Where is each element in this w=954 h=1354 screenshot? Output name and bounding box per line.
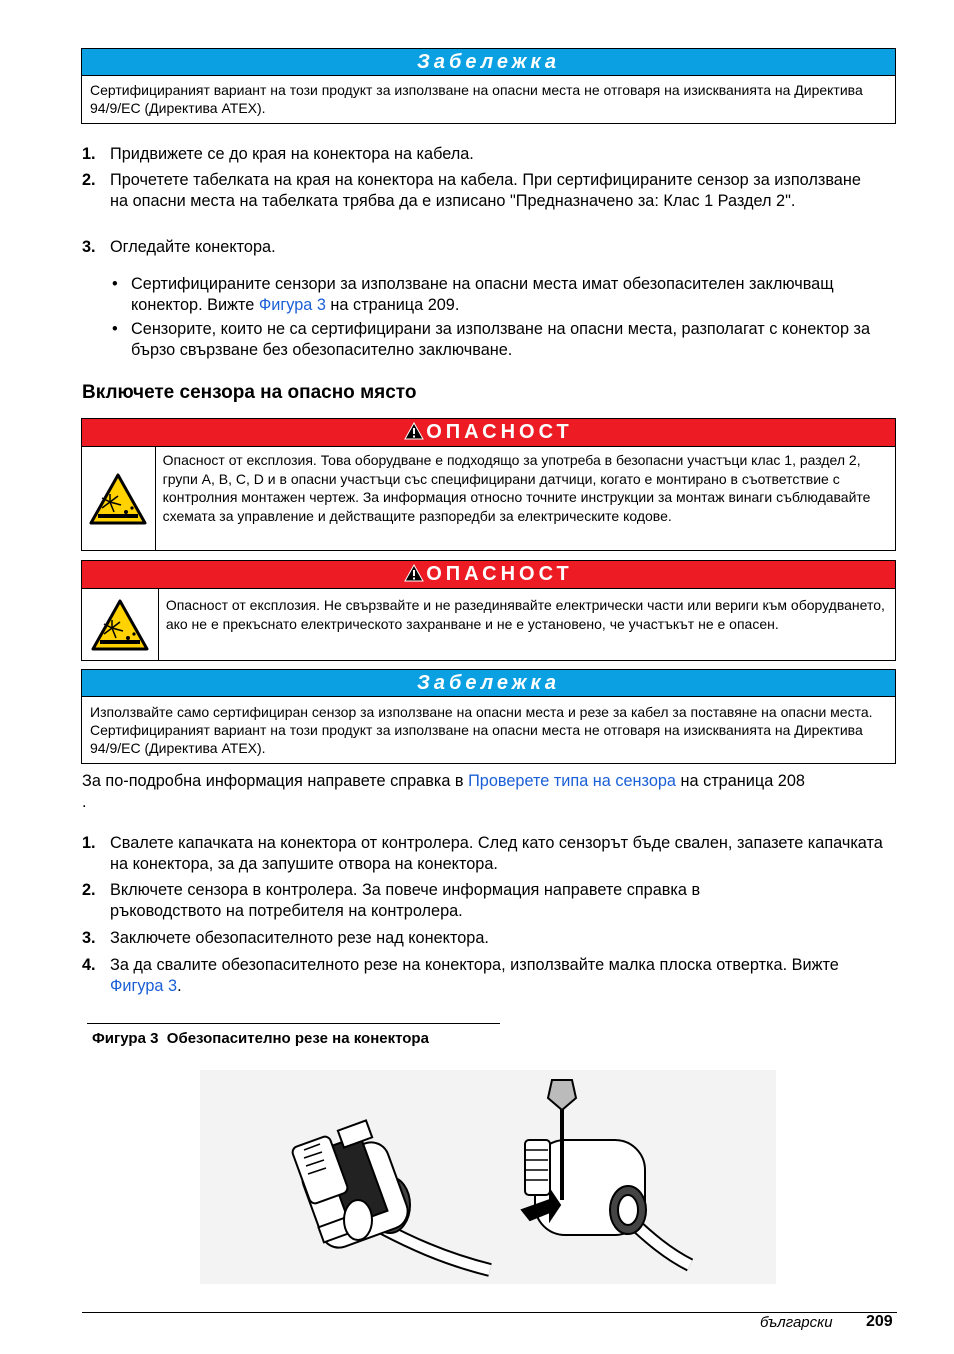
note-title: Забележка [82, 670, 895, 697]
warning-triangle-icon [404, 564, 424, 582]
footer-rule [82, 1312, 897, 1313]
danger-header [82, 419, 895, 447]
page-number: 209 [866, 1313, 893, 1330]
figure-3-link[interactable]: Фигура 3 [258, 296, 326, 314]
figure-3-link[interactable]: Фигура 3 [110, 977, 178, 995]
check-sensor-type-link[interactable]: Проверете типа на сензора [468, 772, 676, 790]
note-text: Използвайте само сертифициран сензор за използване на опасни места и резе за кабел за поставяне на опасни места. Сертифицираният вариант на този продукт за използване на опасни места не отговаря на изискванията на Директива 94/9/EC (Директива ATEX). [90, 704, 873, 756]
figure-rule [87, 1023, 500, 1024]
note-title: Забележка [82, 49, 895, 76]
note-text: Сертифицираният вариант на този продукт за използване на опасни места не отговаря на изискванията на Директива 94/9/EC (Директива ATEX). [90, 82, 863, 116]
figure-caption: Фигура 3 Обезопасително резе на конектора [92, 1030, 429, 1047]
explosion-hazard-icon [82, 447, 156, 551]
danger-header [82, 561, 895, 589]
footer-language: български [760, 1314, 833, 1331]
note-box-2 [81, 669, 896, 764]
explosion-hazard-icon [82, 589, 159, 661]
danger-title: ОПАСНОСТ [426, 421, 573, 443]
danger-title: ОПАСНОСТ [426, 563, 573, 585]
danger-text: Опасност от експлозия. Не свързвайте и не разединявайте електрически части или вериги към оборудването, ако не е прекъснато електрическото захранване и не е установено, че участъкът не е опасен. [165, 597, 885, 632]
warning-triangle-icon [404, 422, 424, 440]
danger-box-1 [81, 418, 896, 551]
danger-box-2 [81, 560, 896, 661]
connector-latch-figure [200, 1070, 776, 1284]
note-box-1 [81, 48, 896, 124]
reference-paragraph: За по-подробна информация направете справка в Проверете типа на сензора на страница 208 . [82, 772, 805, 811]
section-title: Включете сензора на опасно място [82, 382, 417, 403]
danger-text: Опасност от експлозия. Това оборудване е подходящо за употреба в безопасни участъци клас 1, раздел 2, групи A, B, C, D и в опасни участъци със специфицирани датчици, когато е монтирано в съответствие с контролния монтажен чертеж. За информация относно точните инструкции за монтаж винаги съблюдавайте схемата за управление и действащите разпоредби за електрическите кодове. [162, 452, 871, 524]
